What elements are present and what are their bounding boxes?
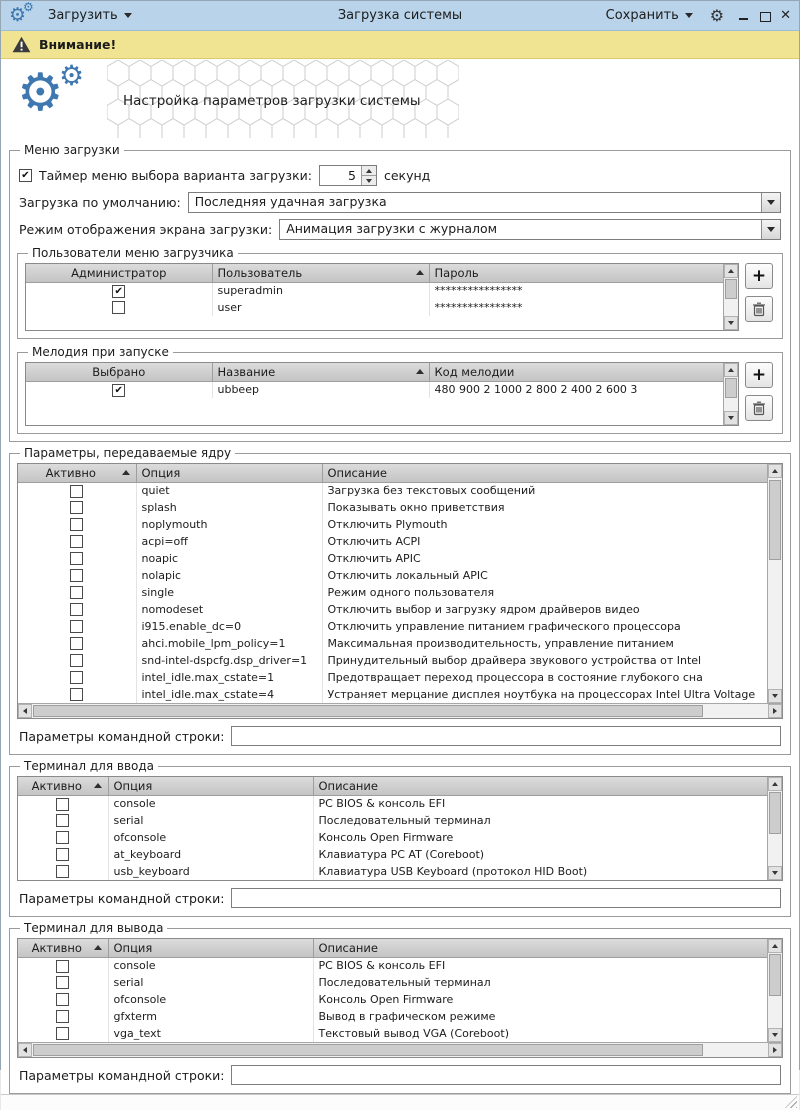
table-row[interactable] [18,601,767,618]
cell-active [18,686,136,703]
vertical-scrollbar[interactable] [723,363,738,425]
kernel-cmdline-row [19,726,781,746]
cell-description: Отключить локальный APIC [327,569,488,582]
cell-description: Клавиатура USB Keyboard (протокол HID Boot) [318,865,588,878]
row-checkbox[interactable] [56,1010,69,1023]
group-terminal-output [9,921,791,1094]
cell-password: **************** [434,301,523,314]
cell-option: ofconsole [108,829,313,846]
table-row[interactable] [18,567,767,584]
column-header-password[interactable]: Пароль [429,264,723,282]
titlebar [1,1,799,31]
scroll-thumb[interactable] [33,705,703,717]
app-gears-icon: ⚙ ⚙ [9,0,34,26]
cell-description: Последовательный терминал [318,814,491,827]
scroll-track[interactable] [724,377,738,411]
cell-option: intel_idle.max_cstate=4 [136,686,322,703]
add-user-button[interactable] [745,263,773,289]
cell-active [18,618,136,635]
column-header-description[interactable]: Описание [313,939,767,957]
cell-active [18,846,108,863]
cell-option: snd-intel-dspcfg.dsp_driver=1 [136,652,322,669]
users-table [25,263,739,331]
cell-description: Принудительный выбор драйвера звукового устройства от Intel [327,654,702,667]
row-checkbox[interactable] [56,1027,69,1040]
cell-description: Консоль Open Firmware [318,831,454,844]
minimize-button[interactable] [738,10,750,22]
cell-description: Загрузка без текстовых сообщений [327,484,536,498]
default-boot-value: Последняя удачная загрузка [194,194,387,209]
table-row[interactable] [18,863,767,880]
terminal-output-table [17,938,783,1058]
cell-option: gfxterm [108,1008,313,1025]
terminal-output-cmdline-input[interactable] [231,1065,781,1085]
scroll-up-icon[interactable] [724,264,738,278]
row-checkbox[interactable] [70,535,83,548]
terminal-input-cmdline-label: Параметры командной строки: [19,890,225,906]
chevron-down-icon[interactable] [761,193,780,212]
cell-option: intel_idle.max_cstate=1 [136,669,322,686]
scroll-down-icon[interactable] [724,411,738,425]
row-checkbox[interactable] [70,518,83,531]
add-melody-button[interactable] [745,362,773,388]
group-users-title: Пользователи меню загрузчика [32,246,234,260]
cell-option: ofconsole [108,991,313,1008]
scroll-left-icon[interactable] [18,704,32,718]
table-row[interactable] [26,381,723,398]
default-boot-label: Загрузка по умолчанию: [19,195,181,210]
scroll-thumb[interactable] [769,480,781,560]
scroll-down-icon[interactable] [768,866,782,880]
cell-description: Отключить APIC [327,552,421,565]
load-menu-button[interactable] [43,5,137,26]
table-row[interactable] [18,686,767,703]
warning-text: Внимание! [39,37,117,52]
table-row[interactable] [18,499,767,516]
cell-option: nomodeset [136,601,322,618]
row-checkbox[interactable]: ✔ [112,384,125,397]
row-checkbox[interactable] [70,654,83,667]
vertical-scrollbar[interactable] [767,464,782,703]
load-menu-label: Загрузить [48,8,118,23]
cell-option: console [108,957,313,974]
cell-active [18,567,136,584]
group-boot-menu [9,143,791,442]
horizontal-scrollbar[interactable] [18,703,782,718]
cell-active [18,635,136,652]
cell-active [18,533,136,550]
table-row[interactable] [18,482,767,499]
cell-active [18,991,108,1008]
table-row[interactable] [18,991,767,1008]
cell-admin [26,299,212,316]
page-title: Настройка параметров загрузки системы [123,93,421,109]
cell-user: superadmin [212,282,429,299]
cell-active [18,863,108,880]
cell-option: usb_keyboard [108,863,313,880]
spin-down-icon[interactable] [362,176,376,185]
row-checkbox[interactable] [70,586,83,599]
scroll-track[interactable] [32,704,768,718]
cell-option: acpi=off [136,533,322,550]
scroll-right-icon[interactable] [768,704,782,718]
delete-melody-button[interactable] [745,395,773,421]
cell-active [18,1025,108,1042]
scroll-right-icon[interactable] [768,1043,782,1057]
row-checkbox[interactable] [70,603,83,616]
row-checkbox[interactable] [56,831,69,844]
chevron-down-icon [685,13,693,18]
scroll-down-icon[interactable] [724,316,738,330]
cell-description: Показывать окно приветствия [327,501,505,514]
row-checkbox[interactable] [70,637,83,650]
cell-option: i915.enable_dc=0 [136,618,322,635]
row-checkbox[interactable] [70,688,83,701]
table-row[interactable] [18,974,767,991]
column-header-selected[interactable]: Выбрано [26,363,212,381]
cell-description: Текстовый вывод VGA (Coreboot) [318,1027,509,1040]
cell-option: serial [108,974,313,991]
vertical-scrollbar[interactable] [767,939,782,1042]
terminal-output-cmdline-row [19,1065,781,1085]
sort-asc-icon [94,783,102,788]
warning-icon [12,36,31,53]
cell-active [18,812,108,829]
cell-code: 480 900 2 1000 2 800 2 400 2 600 3 [434,383,638,397]
cell-description: PC BIOS & консоль EFI [318,797,446,811]
cell-description: Устраняет мерцание дисплея ноутбука на процессорах Intel Ultra Voltage [327,688,756,701]
window-controls [738,7,791,23]
column-header-option[interactable]: Опция [108,777,313,795]
column-header-name[interactable]: Название [212,363,429,381]
cell-active [18,829,108,846]
table-row[interactable] [18,652,767,669]
cell-active [18,516,136,533]
row-checkbox[interactable] [112,301,125,314]
scroll-thumb[interactable] [769,954,781,996]
scroll-down-icon[interactable] [768,689,782,703]
melody-table [25,362,739,426]
table-row[interactable] [18,550,767,567]
sort-asc-icon [122,470,130,475]
timer-checkbox[interactable]: ✔ [19,169,32,182]
display-mode-value: Анимация загрузки с журналом [286,221,498,236]
plus-icon: + [751,265,767,286]
cell-option: nolapic [136,567,322,584]
sort-asc-icon [416,369,424,374]
default-boot-row [19,192,781,213]
cell-active [18,974,108,991]
save-menu-button[interactable] [601,5,698,26]
window-title: Загрузка системы [337,8,463,23]
cell-description: Отключить управление питанием графического процессора [327,620,681,633]
cell-option: quiet [136,482,322,499]
group-kernel-params [9,446,791,755]
group-melody-title: Мелодия при запуске [32,345,169,359]
group-kernel-title: Параметры, передаваемые ядру [24,446,232,460]
table-row[interactable] [18,1008,767,1025]
timer-unit: секунд [383,168,431,183]
cell-description: Последовательный терминал [318,976,491,989]
group-terminal-output-title: Терминал для вывода [24,921,164,935]
resize-grip[interactable] [785,1096,797,1108]
cell-option: serial [108,812,313,829]
table-row[interactable] [18,669,767,686]
row-checkbox[interactable] [70,485,83,498]
row-checkbox[interactable] [70,620,83,633]
column-header-description[interactable]: Описание [313,777,767,795]
scroll-up-icon[interactable] [768,939,782,953]
row-checkbox[interactable] [56,976,69,989]
scroll-thumb[interactable] [33,1044,703,1056]
plus-icon: + [751,364,767,385]
table-row[interactable] [26,299,723,316]
cell-option: ahci.mobile_lpm_policy=1 [136,635,322,652]
table-row[interactable] [18,533,767,550]
maximize-button[interactable] [759,10,771,22]
column-header-active[interactable]: Активно [18,777,108,795]
cell-active [18,584,136,601]
vertical-scrollbar[interactable] [767,777,782,880]
column-header-active[interactable]: Активно [18,939,108,957]
cell-active [18,795,108,812]
scroll-track[interactable] [768,478,782,689]
sort-asc-icon [416,270,424,275]
cell-active [18,550,136,567]
cell-name: ubbeep [212,381,429,398]
display-mode-select[interactable] [279,219,781,240]
row-checkbox[interactable] [70,552,83,565]
terminal-output-cmdline-label: Параметры командной строки: [19,1067,225,1083]
cell-description: Клавиатура PC AT (Coreboot) [318,848,485,861]
cell-description: Предотвращает переход процессора в состояние глубокого сна [327,671,703,684]
column-header-option[interactable]: Опция [136,464,322,482]
cell-description: PC BIOS & консоль EFI [318,959,446,973]
delete-user-button[interactable] [745,296,773,322]
table-row[interactable] [18,795,767,812]
timer-row [19,165,781,186]
cell-password: **************** [434,284,523,298]
spinner-buttons [361,166,376,185]
group-terminal-input-title: Терминал для ввода [24,759,155,773]
row-checkbox[interactable] [70,501,83,514]
row-checkbox[interactable] [70,671,83,684]
cell-description: Отключить Plymouth [327,518,448,531]
terminal-input-cmdline-row [19,888,781,908]
scroll-thumb[interactable] [725,279,737,299]
warning-banner [1,31,799,59]
row-checkbox[interactable] [56,993,69,1006]
table-actions [745,263,775,322]
row-checkbox[interactable] [56,798,69,811]
table-row[interactable] [18,584,767,601]
vertical-scrollbar[interactable] [723,264,738,330]
timer-label: Таймер меню выбора варианта загрузки: [39,168,312,183]
cell-description: Вывод в графическом режиме [318,1010,496,1023]
table-row[interactable] [18,1025,767,1042]
table-row[interactable] [18,829,767,846]
close-button[interactable]: ✕ [780,7,791,23]
cell-description: Максимальная производительность, управление питанием [327,637,674,650]
scroll-thumb[interactable] [725,378,737,398]
column-header-user[interactable]: Пользователь [212,264,429,282]
table-row[interactable] [18,635,767,652]
default-boot-select[interactable] [188,192,781,213]
timer-value: 5 [348,168,356,183]
group-startup-melody [17,345,783,434]
gear-small-icon: ⚙ [59,59,85,92]
table-row[interactable] [18,618,767,635]
cell-active [18,652,136,669]
scroll-down-icon[interactable] [768,1028,782,1042]
page-header [1,59,799,139]
row-checkbox[interactable] [56,960,69,973]
horizontal-scrollbar[interactable] [18,1042,782,1057]
cell-option: console [108,795,313,812]
cell-option: noapic [136,550,322,567]
cell-option: vga_text [108,1025,313,1042]
cell-active [18,499,136,516]
terminal-input-cmdline-input[interactable] [231,888,781,908]
group-bootloader-users [17,246,783,339]
scroll-track[interactable] [768,791,782,866]
scroll-left-icon[interactable] [18,1043,32,1057]
display-mode-row [19,219,781,240]
table-row[interactable] [18,812,767,829]
gears-icon: ⚙ [17,63,64,123]
cell-selected [26,381,212,398]
column-header-admin[interactable]: Администратор [26,264,212,282]
scroll-track[interactable] [724,278,738,316]
display-mode-label: Режим отображения экрана загрузки: [19,222,273,237]
cell-option: noplymouth [136,516,322,533]
timer-spinbox[interactable] [319,165,377,186]
kernel-params-table [17,463,783,719]
column-header-melody-code[interactable]: Код мелодии [429,363,723,381]
cell-active [18,482,136,499]
trash-icon [752,401,766,416]
table-actions [745,362,775,421]
spin-up-icon[interactable] [362,166,376,176]
row-checkbox[interactable] [56,865,69,878]
cell-description: Консоль Open Firmware [318,993,454,1006]
table-row[interactable] [18,516,767,533]
row-checkbox[interactable] [70,569,83,582]
cell-option: single [136,584,322,601]
cell-active [18,669,136,686]
terminal-input-table [17,776,783,881]
kernel-cmdline-label: Параметры командной строки: [19,728,225,744]
scroll-track[interactable] [768,953,782,1028]
row-checkbox[interactable]: ✔ [112,285,125,298]
table-row[interactable] [18,846,767,863]
scroll-thumb[interactable] [769,792,781,834]
cell-option: splash [136,499,322,516]
table-row[interactable] [18,957,767,974]
row-checkbox[interactable] [56,848,69,861]
table-row[interactable] [26,282,723,299]
cell-description: Отключить выбор и загрузку ядром драйверов видео [327,603,640,616]
cell-description: Отключить ACPI [327,535,421,548]
cell-active [18,601,136,618]
column-header-active[interactable]: Активно [18,464,136,482]
sort-asc-icon [94,945,102,950]
settings-gear-icon[interactable]: ⚙ [709,5,725,25]
scroll-up-icon[interactable] [724,363,738,377]
cell-active [18,957,108,974]
row-checkbox[interactable] [56,814,69,827]
scroll-up-icon[interactable] [768,777,782,791]
cell-description: Режим одного пользователя [327,586,495,599]
group-boot-menu-title: Меню загрузки [24,143,120,157]
column-header-option[interactable]: Опция [108,939,313,957]
save-menu-label: Сохранить [605,8,679,23]
cell-admin [26,282,212,299]
scroll-up-icon[interactable] [768,464,782,478]
chevron-down-icon[interactable] [761,220,780,239]
cell-active [18,1008,108,1025]
group-terminal-input [9,759,791,917]
cell-option: at_keyboard [108,846,313,863]
trash-icon [752,302,766,317]
cell-user: user [212,299,429,316]
status-bar [1,1094,799,1110]
kernel-cmdline-input[interactable] [231,726,781,746]
scroll-track[interactable] [32,1043,768,1057]
chevron-down-icon [124,13,132,18]
main-content [1,139,799,1094]
column-header-description[interactable]: Описание [322,464,767,482]
